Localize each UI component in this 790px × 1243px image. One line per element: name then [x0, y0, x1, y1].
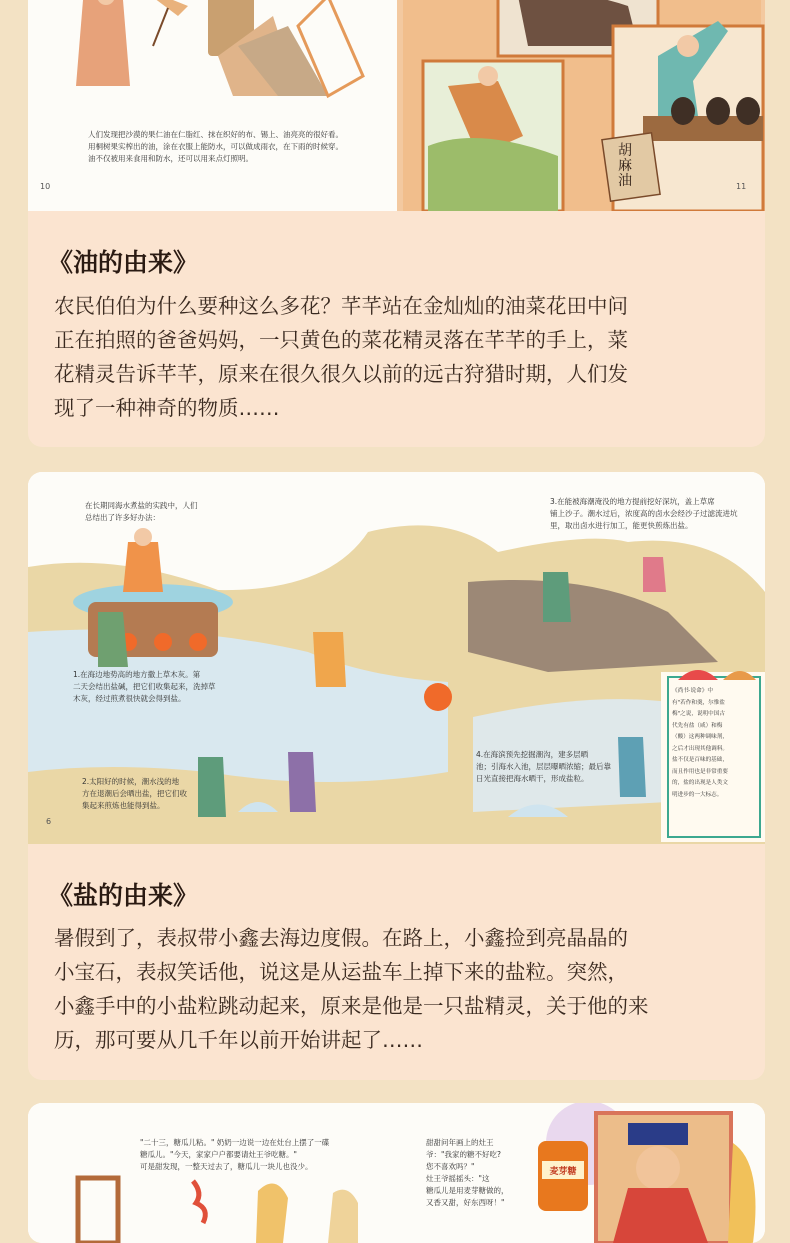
salt-book-spread-illustration [28, 472, 765, 844]
caption-line: 方在退潮后会晒出盐，把它们收 [82, 789, 187, 798]
book-description [54, 921, 744, 1057]
caption-line: 可是甜发现，一整天过去了，糖瓜儿一块儿也没少。 [140, 1162, 313, 1171]
jar-label: 麦芽糖 [549, 1167, 577, 1177]
description-line: 农民伯伯为什么要种这么多花？芊芊站在金灿灿的油菜花田中问 [54, 294, 628, 318]
caption-line: 2.太阳好的时候，潮水浅的地 [82, 777, 180, 786]
caption-line: "二十三，糖瓜儿粘。" 奶奶一边说一边在灶台上摆了一碟 [140, 1138, 330, 1147]
note-line: （酸）这两种调味剂， [672, 734, 728, 740]
book-card-candy[interactable] [28, 1103, 765, 1243]
book-title: 《盐的由来》 [48, 881, 199, 910]
caption-line: 爷："我家的糖不好吃? [426, 1150, 501, 1159]
candy-right-caption [426, 1137, 509, 1209]
note-line: 而且作用也是非常重要 [672, 768, 728, 775]
note-line: 《尚书·说命》中 [672, 688, 713, 694]
caption-line: 又香又甜，好东西呀！" [426, 1198, 505, 1207]
note-line: 之后才出现其他调料。 [672, 745, 728, 752]
note-line: 有"若作和羹，尔惟盐 [672, 699, 725, 706]
book-title: 《油的由来》 [48, 248, 199, 277]
caption-line: 池；引海水入池，层层曝晒浓缩；最后靠 [476, 762, 611, 771]
description-line: 暑假到了，表叔带小鑫去海边度假。在路上，小鑫捡到亮晶晶的 [54, 926, 628, 950]
caption-line: 木灰，经过煎煮很快就会得到盐。 [73, 694, 186, 703]
caption-line: 3.在能被海潮淹没的地方提前挖好深坑，盖上草席 [550, 497, 715, 506]
caption-line: 您不喜欢吗？" [426, 1162, 475, 1171]
description-line: 花精灵告诉芊芊，原来在很久很久以前的远古狩猎时期，人们发 [54, 362, 628, 386]
salt-step3-caption [550, 496, 738, 532]
candy-book-spread-illustration [28, 1103, 765, 1243]
salt-sidebar-note [672, 686, 758, 801]
caption-line: 里，取出卤水进行加工，能更快煎炼出盐。 [550, 521, 693, 530]
caption-line: 4.在海滨预先挖掘潮沟，建多层晒 [476, 750, 589, 759]
description-line: 现了一种神奇的物质…… [54, 396, 280, 420]
salt-step2-caption [82, 776, 187, 812]
caption-line: 在长期同海水煮盐的实践中，人们 [85, 501, 198, 510]
salt-intro-caption [85, 500, 198, 524]
caption-line: 铺上沙子。潮水过后，浓度高的卤水会经沙子过滤流进坑 [550, 509, 738, 518]
note-line: 代先有盐（咸）和梅 [672, 722, 723, 729]
oil-spread-art [28, 0, 765, 211]
candy-spread-art [28, 1103, 765, 1243]
book-card-salt[interactable] [28, 472, 765, 1080]
note-line: 的，盐的出现是人类文 [672, 780, 728, 786]
candy-left-caption [140, 1137, 329, 1173]
note-line: 梅"之说，说明中国古 [672, 711, 725, 717]
caption-line: 二天会结出盐碱，把它们收集起来，洗掉草 [73, 682, 216, 691]
description-line: 小鑫手中的小盐粒跳动起来，原来是他是一只盐精灵，关于他的来 [54, 994, 649, 1018]
caption-line: 灶王爷摇摇头："这 [426, 1174, 490, 1183]
page-number: 6 [46, 817, 52, 826]
jar-label: 胡麻油 [618, 143, 632, 189]
oil-spread-caption [88, 129, 343, 165]
salt-step4-caption [476, 749, 611, 785]
caption-line: 集起来煎炼也能得到盐。 [82, 801, 165, 810]
caption-line: 1.在海边地势高的地方撒上草木灰。第 [73, 670, 201, 679]
caption-line: 日光直接把海水晒干，形成盐粒。 [476, 774, 589, 783]
note-line: 盐不仅是百味的基础， [672, 757, 728, 763]
description-line: 正在拍照的爸爸妈妈，一只黄色的菜花精灵落在芊芊的手上，菜 [54, 328, 628, 352]
salt-step1-caption [73, 669, 216, 705]
page-number-left: 10 [40, 182, 51, 191]
description-line: 历，那可要从几千年以前开始讲起了…… [54, 1028, 423, 1052]
caption-line: 用桐树果实榨出的油，涂在衣服上能防水，可以做成雨衣，在下雨的时候穿。 [88, 142, 343, 151]
description-line: 小宝石，表叔笑话他，说这是从运盐车上掉下来的盐粒。突然， [54, 960, 628, 984]
note-line: 明进步的一大标志。 [672, 791, 723, 798]
oil-book-spread-illustration [28, 0, 765, 211]
caption-line: 糖瓜儿。"今天，家家户户都要请灶王爷吃糖。" [140, 1150, 297, 1159]
caption-line: 甜甜问年画上的灶王 [426, 1138, 494, 1147]
page-number-right: 11 [736, 182, 747, 191]
caption-line: 总结出了许多好办法： [85, 513, 160, 522]
caption-line: 人们发现把沙漠的果仁油在仁脂红、抹在织好的布、锡上、油亮亮的很好看。 [88, 130, 343, 139]
caption-line: 糖瓜儿是用麦芽糖做的， [426, 1186, 509, 1195]
caption-line: 油不仅被用来食用和防水，还可以用来点灯照明。 [88, 154, 253, 163]
book-card-oil[interactable] [28, 0, 765, 447]
book-description [54, 289, 744, 425]
